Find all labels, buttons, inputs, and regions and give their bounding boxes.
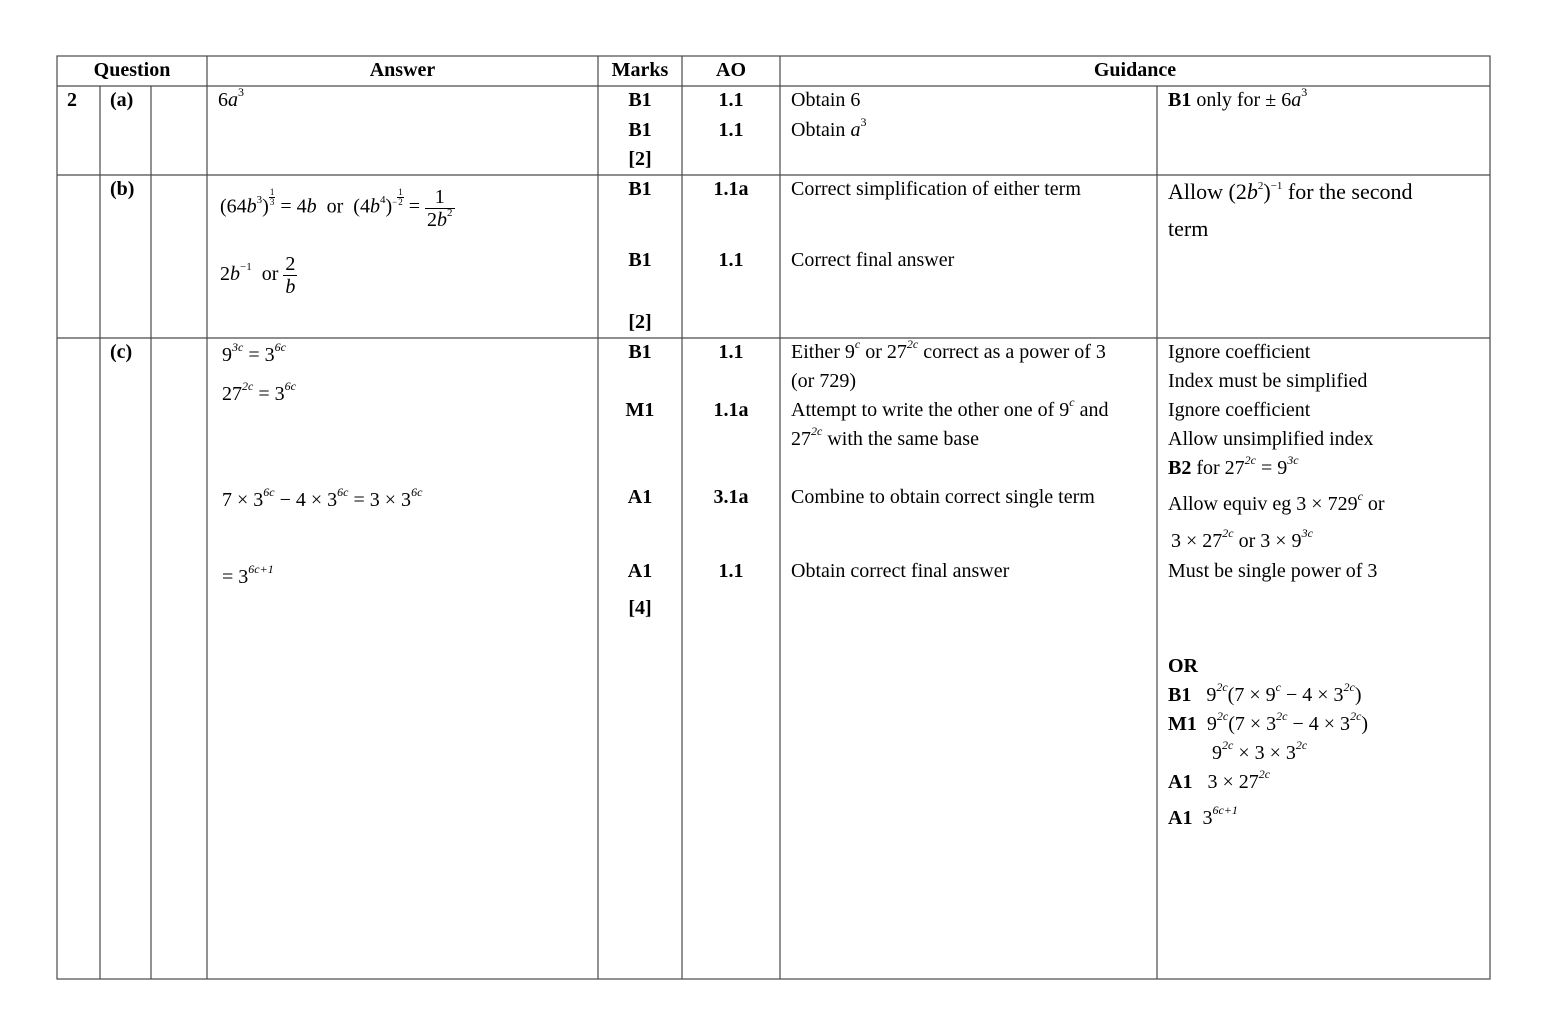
part-c-alt-5: A1 $3^{6c+1}$ [1168, 803, 1238, 829]
part-c-mark-2: M1 [625, 399, 655, 421]
part-b-note-2: term [1168, 216, 1209, 241]
part-a-mark-total: [2] [628, 148, 652, 170]
part-a-guidance-1: Obtain 6 [791, 89, 861, 111]
part-c-mark-1: B1 [628, 341, 652, 363]
part-c-answer-2: $27^{2c} = 3^{6c}$ [222, 379, 296, 405]
part-c-note-4: Allow unsimplified index [1168, 428, 1374, 450]
part-c-alt-3: $9^{2c} \times 3 \times 3^{2c}$ [1212, 738, 1308, 764]
part-a-answer: $6a^3$ [218, 85, 244, 111]
part-c-mark-total: [4] [628, 597, 652, 619]
part-b-answer-line-1: $(64b^3)$ $\frac{1}{3}$ = 4b or $(4b^4)^-$ $\frac{1}{2}$ = $\frac{1}{2b^2}$ [220, 185, 453, 231]
part-b-label: (b) [110, 178, 135, 200]
part-b-guidance-2: Correct final answer [791, 249, 955, 271]
part-c-ao-3: 3.1a [713, 486, 749, 508]
exponent-fraction: $\frac{1}{2}$ [398, 187, 403, 207]
part-c-alt-or: OR [1168, 655, 1198, 677]
part-c-note-7: $3 \times 27^{2c}$ or $3 \times 9^{3c}$ [1171, 526, 1313, 552]
part-c-answer-3: $7 \times 3^{6c} - 4 \times 3^{6c} = 3 \times 3^{6c}$ [222, 485, 423, 511]
part-c-note-6: Allow equiv eg $3 \times 729^c$ or [1168, 489, 1385, 515]
part-c-guidance-1: Either 9$^c$ or $27^{2c}$ correct as a power of 3 [791, 337, 1106, 363]
part-a-guidance-2: Obtain $a^3$ [791, 115, 867, 141]
part-a-mark-1: B1 [628, 89, 652, 111]
question-number: 2 [67, 89, 77, 111]
part-c-mark-3: A1 [627, 486, 653, 508]
header-ao: AO [716, 59, 746, 81]
result-fraction: $\frac{1}{2b^2}$ [427, 185, 453, 231]
part-b-answer-line-2: $2b^{-1}$ or $\frac{2}{b}$ [220, 252, 296, 298]
part-c-guidance-1b: (or 729) [791, 370, 856, 392]
part-b-note-1: Allow $(2b^2)^{-1}$ for the second [1168, 179, 1413, 204]
part-c-note-3: Ignore coefficient [1168, 399, 1311, 421]
part-c-ao-4: 1.1 [718, 560, 744, 582]
exponent-fraction: $\frac{1}{3}$ [269, 187, 275, 207]
part-b-mark-1: B1 [628, 178, 652, 200]
part-c-label: (c) [110, 341, 133, 363]
header-question: Question [93, 59, 171, 81]
part-a-label: (a) [110, 89, 134, 111]
header-guidance: Guidance [1093, 59, 1177, 81]
final-answer-fraction: $\frac{2}{b}$ [285, 252, 296, 298]
part-c-note-8: Must be single power of 3 [1168, 560, 1378, 582]
part-c-alt-2: M1 $9^{2c}(7 \times 3^{2c} - 4 \times 3^{2c})$ [1168, 709, 1369, 735]
part-c-ao-1: 1.1 [718, 341, 744, 363]
part-b-mark-total: [2] [628, 311, 652, 333]
part-c-mark-4: A1 [627, 560, 653, 582]
part-c-note-5: B2 for $27^{2c} = 9^{3c}$ [1168, 453, 1299, 479]
part-c-guidance-2b: $27^{2c}$ with the same base [791, 424, 979, 450]
part-a-note: B1 only for ± $6a^3$ [1168, 85, 1308, 111]
part-b-guidance-1: Correct simplification of either term [791, 178, 1081, 200]
part-c-guidance-2: Attempt to write the other one of 9$^c$ and [791, 395, 1109, 421]
part-c-note-2: Index must be simplified [1168, 370, 1368, 392]
part-c-alt-4: A1 $3 \times 27^{2c}$ [1168, 767, 1271, 793]
part-c-note-1: Ignore coefficient [1168, 341, 1311, 363]
part-c-answer-4: = $3^{6c+1}$ [222, 562, 274, 588]
header-answer: Answer [369, 59, 436, 81]
part-c-ao-2: 1.1a [713, 399, 749, 421]
part-c-guidance-4: Obtain correct final answer [791, 560, 1010, 582]
header-marks: Marks [611, 59, 669, 81]
part-b-ao-2: 1.1 [718, 249, 744, 271]
part-a-ao-2: 1.1 [718, 119, 744, 141]
part-a-mark-2: B1 [628, 119, 652, 141]
part-b-ao-1: 1.1a [713, 178, 749, 200]
part-c-guidance-3: Combine to obtain correct single term [791, 486, 1095, 508]
part-c-answer-1: $9^{3c} = 3^{6c}$ [222, 340, 286, 366]
part-a-ao-1: 1.1 [718, 89, 744, 111]
part-b-mark-2: B1 [628, 249, 652, 271]
part-c-alt-1: B1 $9^{2c}(7 \times 9^c - 4 \times 3^{2c})$ [1168, 680, 1362, 706]
